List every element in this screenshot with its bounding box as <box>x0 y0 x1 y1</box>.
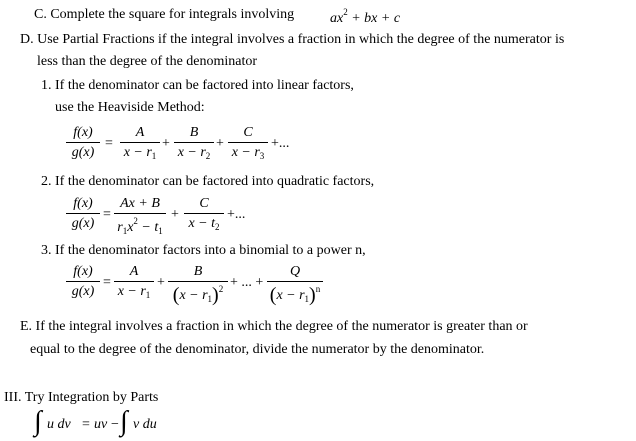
eq2-equals: = <box>103 207 111 222</box>
eq2-plus1: + <box>171 207 179 222</box>
section-e-line1: E. If the integral involves a fraction in which the degree of the numerator is greater than or <box>20 319 528 334</box>
item1-line1: 1. If the denominator can be factored into linear factors, <box>41 78 354 93</box>
ibp-minus: − <box>111 417 119 432</box>
eq3-mid: + ... + <box>230 275 264 290</box>
eq1-tail: +... <box>271 136 290 151</box>
section-c-text: C. Complete the square for integrals involving <box>34 7 295 22</box>
eq1-lhs-fraction: f(x) g(x) <box>66 126 100 160</box>
eq3-plus1: + <box>157 275 165 290</box>
section-d-line1: D. Use Partial Fractions if the integral involves a fraction in which the degree of the numerator is <box>20 32 565 47</box>
eq2-tail: +... <box>227 207 246 222</box>
ibp-lhs: u dv <box>47 417 71 432</box>
section-iii-title: III. Try Integration by Parts <box>4 390 159 405</box>
ibp-equals: = <box>82 417 90 432</box>
section-c-expression: $ax^2$ + bx + c <box>330 7 401 26</box>
eq3-term1: A $x - r_1$ <box>114 265 154 300</box>
item3-line1: 3. If the denominator factors into a binomial to a power n, <box>41 243 366 258</box>
eq1-plus1: + <box>162 136 170 151</box>
eq1-term3: C $x - r_3$ <box>228 126 268 161</box>
item2-line1: 2. If the denominator can be factored into quadratic factors, <box>41 174 375 189</box>
ibp-rhs: v du <box>133 417 157 432</box>
item1-line2: use the Heaviside Method: <box>55 100 205 115</box>
eq1-term1: A $x - r_1$ <box>120 126 160 161</box>
eq1-equals: = <box>105 136 113 151</box>
eq3-equals: = <box>103 275 111 290</box>
integral-symbol-left: ∫ <box>34 406 42 437</box>
ibp-uv: uv <box>94 417 108 432</box>
eq3-term3: Q $(x - r_1)^n$ <box>267 265 323 305</box>
eq2-term2: C $x - t_2$ <box>184 197 224 232</box>
integral-symbol-right: ∫ <box>120 406 128 437</box>
eq2-lhs-fraction: f(x) g(x) <box>66 197 100 231</box>
eq1-plus2: + <box>216 136 224 151</box>
eq2-term1: Ax + B $r_1x^2 - t_1$ <box>114 197 166 236</box>
section-e-line2: equal to the degree of the denominator, divide the numerator by the denominator. <box>30 342 485 357</box>
eq3-lhs-fraction: f(x) g(x) <box>66 265 100 299</box>
section-d-line2: less than the degree of the denominator <box>37 54 258 69</box>
eq1-term2: B $x - r_2$ <box>174 126 214 161</box>
eq3-term2: B $(x - r_1)^2$ <box>168 265 228 305</box>
